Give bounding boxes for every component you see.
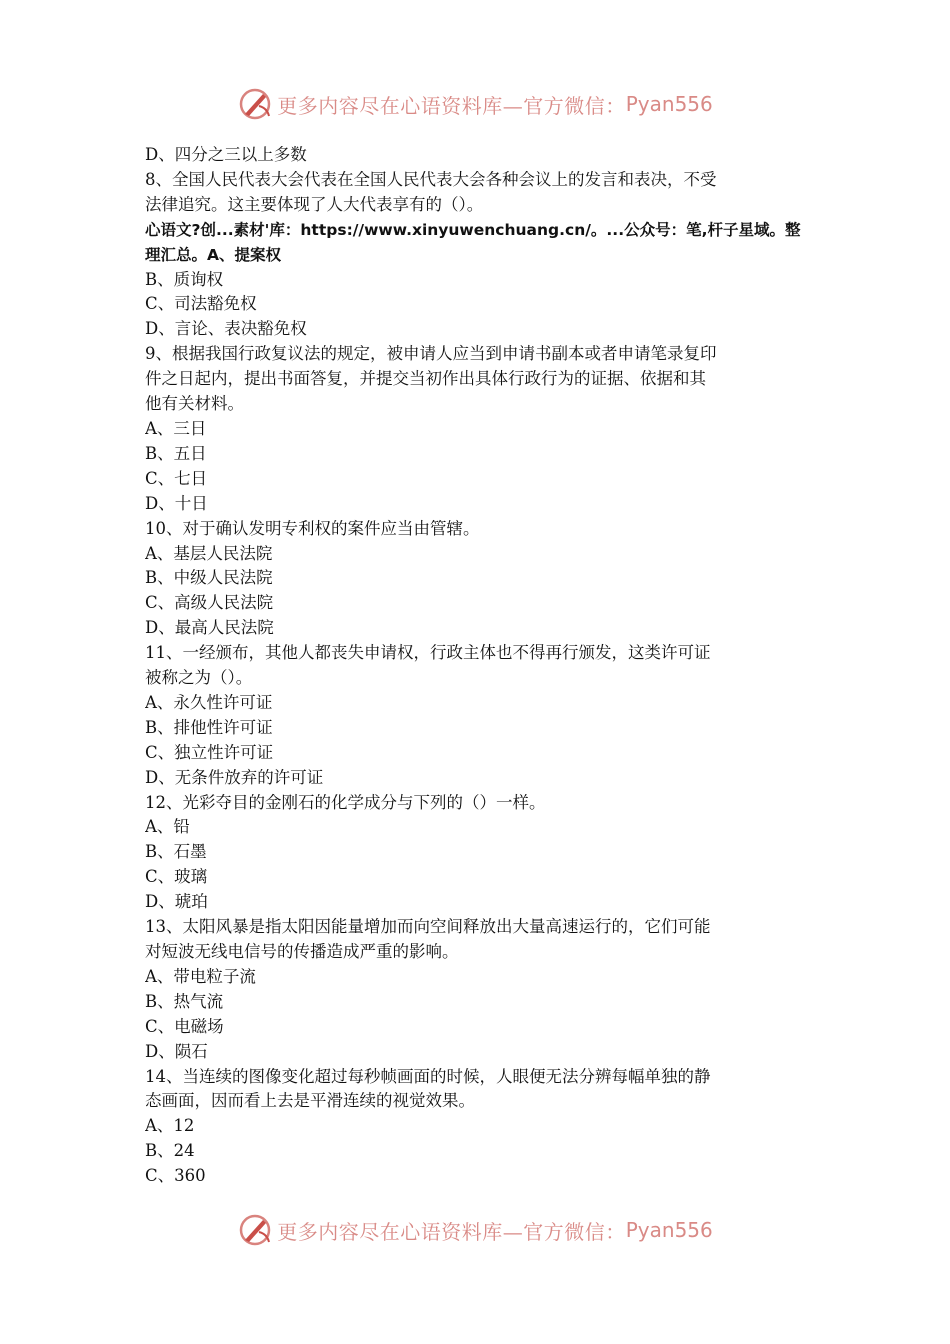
text-line: D、四分之三以上多数 bbox=[145, 145, 307, 164]
banner-text: 更多内容尽在心语资料库—官方微信： bbox=[277, 93, 626, 118]
text-line: 他有关材料。 bbox=[145, 394, 244, 414]
text-line: C、玻璃 bbox=[145, 867, 208, 887]
text-line: C、高级人民法院 bbox=[145, 593, 274, 613]
text-line: B、石墨 bbox=[145, 842, 207, 862]
text-line: A、永久性许可证 bbox=[145, 692, 273, 712]
footer-banner bbox=[0, 1208, 950, 1252]
header-banner bbox=[0, 82, 950, 126]
text-line: 法律追究。这主要体现了人大代表享有的（）。 bbox=[145, 194, 484, 214]
text-line: 态画面，因而看上去是平滑连续的视觉效果。 bbox=[145, 1091, 475, 1111]
text-line: B、热气流 bbox=[145, 991, 224, 1011]
text-line: 理汇总。A、提案权 bbox=[145, 245, 281, 264]
text-line: 12、光彩夺目的金刚石的化学成分与下列的（）一样。 bbox=[145, 792, 546, 812]
banner-wechat-id: Pyan556 bbox=[625, 1218, 713, 1242]
banner-wechat-id: Pyan556 bbox=[625, 92, 713, 116]
text-line: C、七日 bbox=[145, 468, 208, 488]
text-line: B、排他性许可证 bbox=[145, 717, 273, 737]
text-line: C、电磁场 bbox=[145, 1016, 224, 1036]
text-line: 9、根据我国行政复议法的规定，被申请人应当到申请书副本或者申请笔录复印 bbox=[145, 344, 717, 364]
text-line: D、陨石 bbox=[145, 1041, 208, 1061]
text-line: D、无条件放弃的许可证 bbox=[145, 767, 324, 787]
text-line: C、司法豁免权 bbox=[145, 294, 257, 314]
text-line: D、言论、表决豁免权 bbox=[145, 319, 307, 339]
document-body bbox=[145, 143, 810, 1189]
text-line: 心语文?创...素材'库：https://www.xinyuwenchuang.cn/。...公众号：笔,杆子星域。整 bbox=[145, 220, 801, 239]
text-line: B、24 bbox=[145, 1141, 195, 1161]
text-line: D、十日 bbox=[145, 493, 208, 513]
text-line: B、中级人民法院 bbox=[145, 568, 273, 588]
text-line: 件之日起内，提出书面答复，并提交当初作出具体行政行为的证据、依据和其 bbox=[145, 369, 706, 389]
text-line: A、铅 bbox=[145, 817, 190, 837]
banner-text: 更多内容尽在心语资料库—官方微信： bbox=[277, 1219, 626, 1244]
text-line: D、琥珀 bbox=[145, 892, 208, 912]
text-line: A、三日 bbox=[145, 418, 207, 438]
text-line: 被称之为（）。 bbox=[145, 668, 253, 688]
text-line: 14、当连续的图像变化超过每秒帧画面的时候，人眼便无法分辨每幅单独的静 bbox=[145, 1066, 711, 1086]
text-line: C、360 bbox=[145, 1166, 206, 1186]
text-line: 对短波无线电信号的传播造成严重的影响。 bbox=[145, 942, 459, 961]
quill-logo-icon bbox=[237, 1212, 273, 1248]
text-line: A、带电粒子流 bbox=[145, 966, 256, 986]
text-line: 8、全国人民代表大会代表在全国人民代表大会各种会议上的发言和表决，不受 bbox=[145, 169, 717, 189]
text-line: 10、对于确认发明专利权的案件应当由管辖。 bbox=[145, 518, 480, 538]
text-line: A、12 bbox=[145, 1116, 195, 1136]
text-line: B、质询权 bbox=[145, 269, 224, 289]
text-line: D、最高人民法院 bbox=[145, 618, 274, 638]
text-line: 11、一经颁布，其他人都丧失申请权，行政主体也不得再行颁发，这类许可证 bbox=[145, 643, 711, 663]
text-line: 13、太阳风暴是指太阳因能量增加而向空间释放出大量高速运行的，它们可能 bbox=[145, 917, 711, 937]
text-line: B、五日 bbox=[145, 443, 207, 463]
text-line: C、独立性许可证 bbox=[145, 742, 274, 762]
text-line: A、基层人民法院 bbox=[145, 543, 273, 563]
quill-logo-icon bbox=[237, 86, 273, 122]
